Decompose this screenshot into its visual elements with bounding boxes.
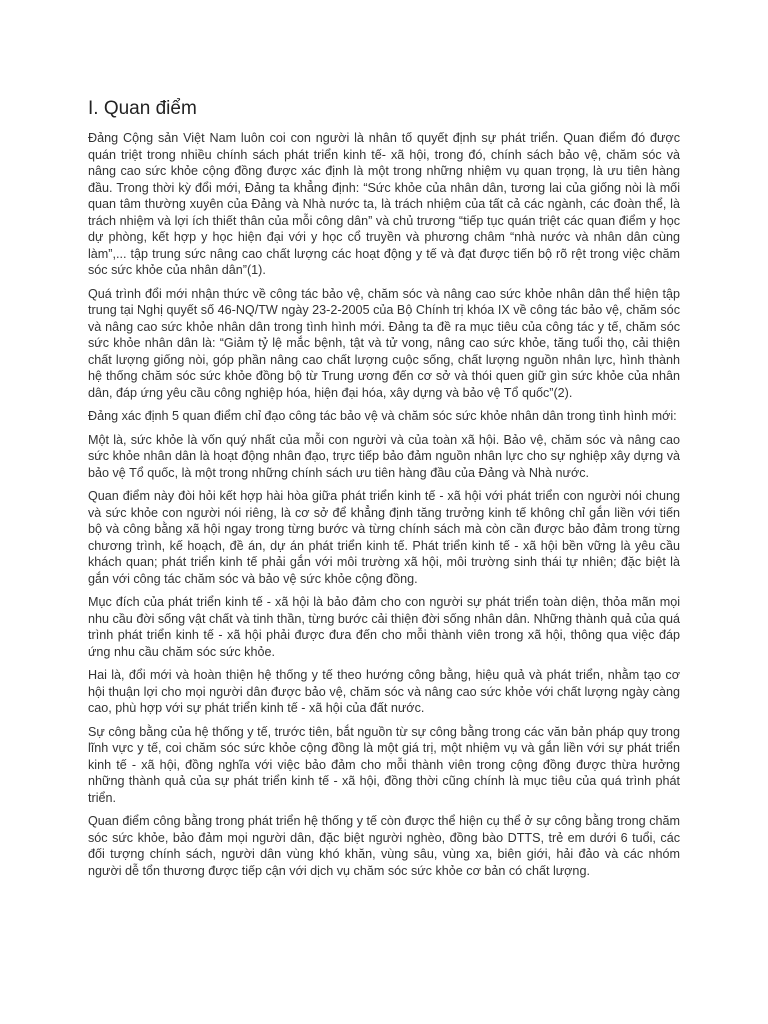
paragraph-6: Mục đích của phát triển kinh tế - xã hội là bảo đảm cho con người sự phát triển toàn diện, thỏa mãn mọi nhu cầu đời sống vật chất và tinh thần, từng bước cải thiện đời sống nhân dân. Những thành quả của quá trình phát triển kinh tế - xã hội phải được đưa đến cho mỗi thành viên trong xã hội, thông qua việc đáp ứng nhu cầu chăm sóc sức khỏe. xyxy=(88,595,680,659)
paragraph-3: Đảng xác định 5 quan điểm chỉ đạo công tác bảo vệ và chăm sóc sức khỏe nhân dân trong tình hình mới: xyxy=(88,409,677,423)
paragraph-9: Quan điểm công bằng trong phát triển hệ thống y tế còn được thể hiện cụ thể ở sự công bằng trong chăm sóc sức khỏe, bảo đảm mọi người dân, đặc biệt người nghèo, đồng bào DTTS, trẻ em dưới 6 tuổi, các đối tượng chính sách, người dân vùng khó khăn, vùng sâu, vùng xa, biên giới, hải đảo và các nhóm người dễ tổn thương được tiếp cận với dịch vụ chăm sóc sức khỏe cơ bản có chất lượng. xyxy=(88,814,680,878)
paragraph-7: Hai là, đổi mới và hoàn thiện hệ thống y tế theo hướng công bằng, hiệu quả và phát triển, nhằm tạo cơ hội thuận lợi cho mọi người dân được bảo vệ, chăm sóc và nâng cao sức khỏe với chất lượng ngày càng cao, phù hợp với sự phát triển kinh tế - xã hội của đất nước. xyxy=(88,668,680,715)
paragraph-5: Quan điểm này đòi hỏi kết hợp hài hòa giữa phát triển kinh tế - xã hội với phát triển con người nói chung và sức khỏe con người nói riêng, là cơ sở để khẳng định tăng trưởng kinh tế không chỉ gắn liền với tiến bộ và công bằng xã hội ngay trong từng bước và từng chính sách mà còn cần được bảo đảm trong từng chương trình, kế hoạch, đề án, dự án phát triển kinh tế. Phát triển kinh tế - xã hội bền vững là yêu cầu khách quan; phát triển kinh tế phải gắn với môi trường xã hội, môi trường sinh thái tự nhiên; đặc biệt là gắn với công tác chăm sóc và bảo vệ sức khỏe cộng đồng. xyxy=(88,489,680,586)
paragraph-1: Đảng Cộng sản Việt Nam luôn coi con người là nhân tố quyết định sự phát triển. Quan điểm đó được quán triệt trong nhiều chính sách phát triển kinh tế- xã hội, trong đó, chính sách bảo vệ, chăm sóc và nâng cao sức khỏe cộng đồng được xác định là một trong những nhiệm vụ quan trọng, là ưu tiên hàng đầu. Trong thời kỳ đổi mới, Đảng ta khẳng định: “Sức khỏe của nhân dân, tương lai của giống nòi là mối quan tâm thường xuyên của Đảng và Nhà nước ta, là trách nhiệm của tất cả các ngành, các đoàn thể, là trách nhiệm và lợi ích thiết thân của mỗi công dân” và chủ trương “tiếp tục quán triệt các quan điểm y học dự phòng, kết hợp y học hiện đại với y học cổ truyền và phương châm “nhà nước và nhân dân cùng làm”,... tập trung sức nâng cao chất lượng các hoạt động y tế và đạt được tiến bộ rõ rệt trong việc chăm sóc sức khỏe của nhân dân”(1). xyxy=(88,131,680,277)
paragraph-4: Một là, sức khỏe là vốn quý nhất của mỗi con người và của toàn xã hội. Bảo vệ, chăm sóc và nâng cao sức khỏe nhân dân là hoạt động nhân đạo, trực tiếp bảo đảm nguồn nhân lực cho sự nghiệp xây dựng và bảo vệ Tổ quốc, là một trong những chính sách ưu tiên hàng đầu của Đảng và Nhà nước. xyxy=(88,432,680,480)
section-heading: I. Quan điểm xyxy=(88,98,197,119)
paragraph-8: Sự công bằng của hệ thống y tế, trước tiên, bắt nguồn từ sự công bằng trong các văn bản pháp quy trong lĩnh vực y tế, coi chăm sóc sức khỏe cộng đồng là một giá trị, một nhiệm vụ và gắn liền với sự phát triển kinh tế - xã hội, đồng nghĩa với việc bảo đảm cho mỗi thành viên trong cộng đồng được thừa hưởng những thành quả của sự phát triển kinh tế - xã hội, đồng thời cũng chính là mục tiêu của quá trình phát triển. xyxy=(88,724,680,805)
paragraph-2: Quá trình đổi mới nhận thức về công tác bảo vệ, chăm sóc và nâng cao sức khỏe nhân dân thể hiện tập trung tại Nghị quyết số 46-NQ/TW ngày 23-2-2005 của Bộ Chính trị khóa IX về công tác bảo vệ, chăm sóc và nâng cao sức khỏe nhân dân trong tình hình mới. Đảng ta đề ra mục tiêu của công tác y tế, chăm sóc sức khỏe nhân dân là: “Giảm tỷ lệ mắc bệnh, tật và tử vong, nâng cao sức khỏe, tăng tuổi thọ, cải thiện chất lượng giống nòi, góp phần nâng cao chất lượng cuộc sống, chất lượng nguồn nhân lực, hình thành hệ thống chăm sóc sức khỏe đồng bộ từ Trung ương đến cơ sở và thói quen giữ gìn sức khỏe của nhân dân, đáp ứng yêu cầu công nghiệp hóa, hiện đại hóa, xây dựng và bảo vệ Tổ quốc”(2). xyxy=(88,286,680,400)
